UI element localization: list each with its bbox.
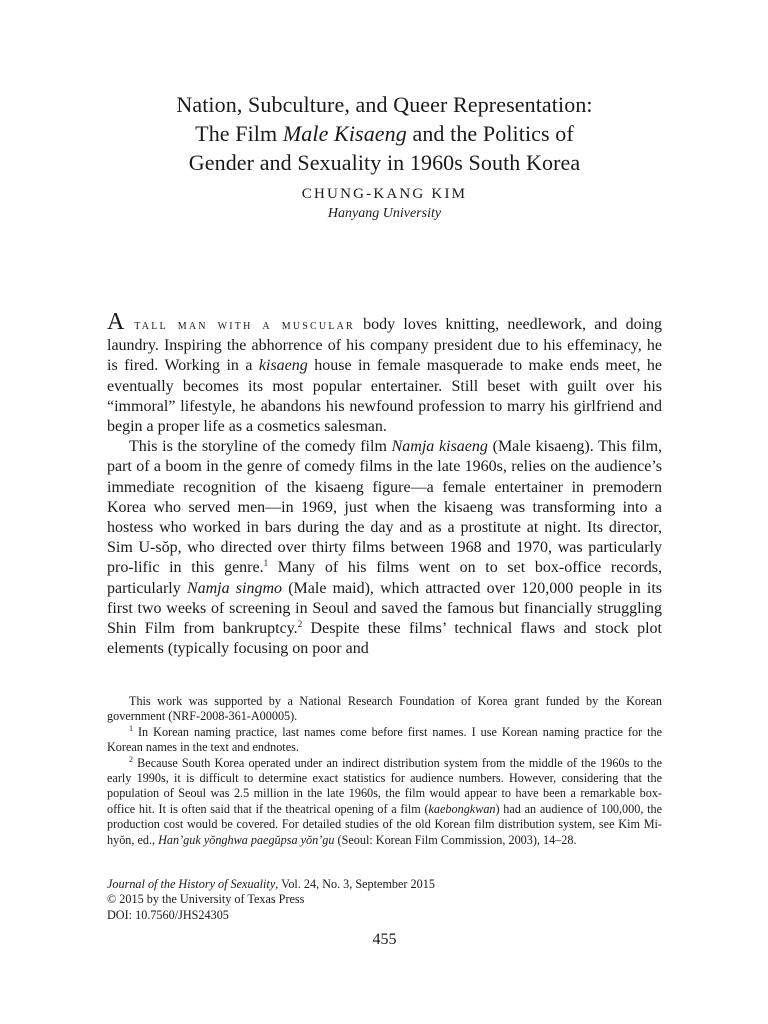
- title-text: The Film: [195, 121, 283, 146]
- body-text: Despite these films’ technical flaws and stock plot elements (typically focusing on poor and: [107, 620, 662, 658]
- footnote-text: (Seoul: Korean Film Commission, 2003), 14–28.: [334, 832, 577, 847]
- title-text: and the Politics of: [406, 121, 574, 146]
- journal-issue: , Vol. 24, No. 3, September 2015: [275, 877, 435, 891]
- journal-info: [107, 877, 662, 923]
- footnote-text: Because South Korea operated under an indirect distribution system from the middle of the 1960s to the early 1990s, it is difficult to determine exact statistics for audience numbers. However, considering that the population of Seoul was 2.5 million in the late 1960s, the film would appear to have been a remarkable box-office hit. It is often said that if the theatrical opening of a film (: [107, 755, 662, 816]
- support-note: This work was supported by a National Research Foundation of Korea grant funded by the Korean government (NRF-2008-361-A00005).: [107, 694, 662, 724]
- footnote-ref[interactable]: 1: [263, 558, 269, 569]
- body-text: (Male kisaeng). This film, part of a boom in the genre of comedy films in the late 1960s, relies on the audience’s immediate recognition of the kisaeng figure—a female entertainer in premodern Korea who served men—in 1969, just when the kisaeng was transforming into a hostess who worked in bars during the day and as a prostitute at night. Its director, Sim U-sŏp, who directed over thirty films between 1968 and 1970, was particularly pro-lific in this genre.: [107, 438, 663, 577]
- doi-line: DOI: 10.7560/JHS24305: [107, 907, 229, 922]
- italic-term: Namja singmo: [186, 579, 283, 597]
- journal-citation: [107, 877, 662, 892]
- footnote-2: [107, 756, 662, 848]
- paragraph-1: [107, 309, 663, 437]
- body-text: body loves knitting, needlework, and doing laundry. Inspiring the abhorrence of his company president due to his effeminacy, he is fired. Working in a: [107, 316, 663, 375]
- body-text: house in female masquerade to make ends meet, he eventually becomes its most popular entertainer. Still beset with guilt over his “immoral” lifestyle, he abandons his newfound profession to marry his girlfriend and begin a proper life as a cosmetics salesman.: [107, 357, 662, 436]
- italic-term: kaebongkwan: [428, 801, 496, 816]
- journal-name: Journal of the History of Sexuality: [107, 877, 276, 891]
- article-body: [107, 309, 663, 659]
- author-affiliation: Hanyang University: [327, 206, 442, 221]
- footnote-text: In Korean naming practice, last names come before first names. I use Korean naming practice for the Korean names in the text and endnotes.: [107, 724, 662, 755]
- article-title-line-1: Nation, Subculture, and Queer Representation:: [176, 92, 593, 117]
- italic-term: Namja kisaeng: [391, 438, 488, 456]
- copyright-line: © 2015 by the University of Texas Press: [107, 892, 305, 907]
- page-number: 455: [372, 931, 397, 948]
- author-name: CHUNG-KANG KIM: [301, 186, 468, 202]
- opening-small-caps: tall man with a muscular: [124, 318, 355, 333]
- body-text: This is the storyline of the comedy film: [129, 438, 392, 456]
- footnote-text: ) had an audience of 100,000, the production cost would be covered. For detailed studies of the old Korean film distribution system, see Kim Mi-hyŏn, ed.,: [107, 801, 662, 847]
- book-title: Han’guk yŏnghwa paegŭpsa yŏn’gu: [158, 832, 335, 847]
- film-title: Male Kisaeng: [282, 121, 407, 146]
- drop-cap: A: [107, 309, 125, 335]
- article-title-line-2: [107, 119, 662, 148]
- footnotes: [107, 694, 662, 848]
- italic-term: kisaeng: [258, 357, 308, 375]
- body-text: Many of his films went on to set box-office records, particularly: [107, 559, 663, 597]
- body-text: (Male maid), which attracted over 120,000 people in its first two weeks of screening in Seoul and saved the famous but financially struggling Shin Film from bankruptcy.: [107, 579, 663, 638]
- title-block: [107, 90, 662, 224]
- footnote-ref[interactable]: 2: [297, 619, 303, 630]
- footnote-mark: 1: [129, 723, 133, 733]
- article-title-line-3: Gender and Sexuality in 1960s South Korea: [188, 150, 581, 175]
- paragraph-2: [107, 437, 662, 659]
- footnote-1: [107, 725, 662, 756]
- footnote-mark: 2: [129, 754, 133, 764]
